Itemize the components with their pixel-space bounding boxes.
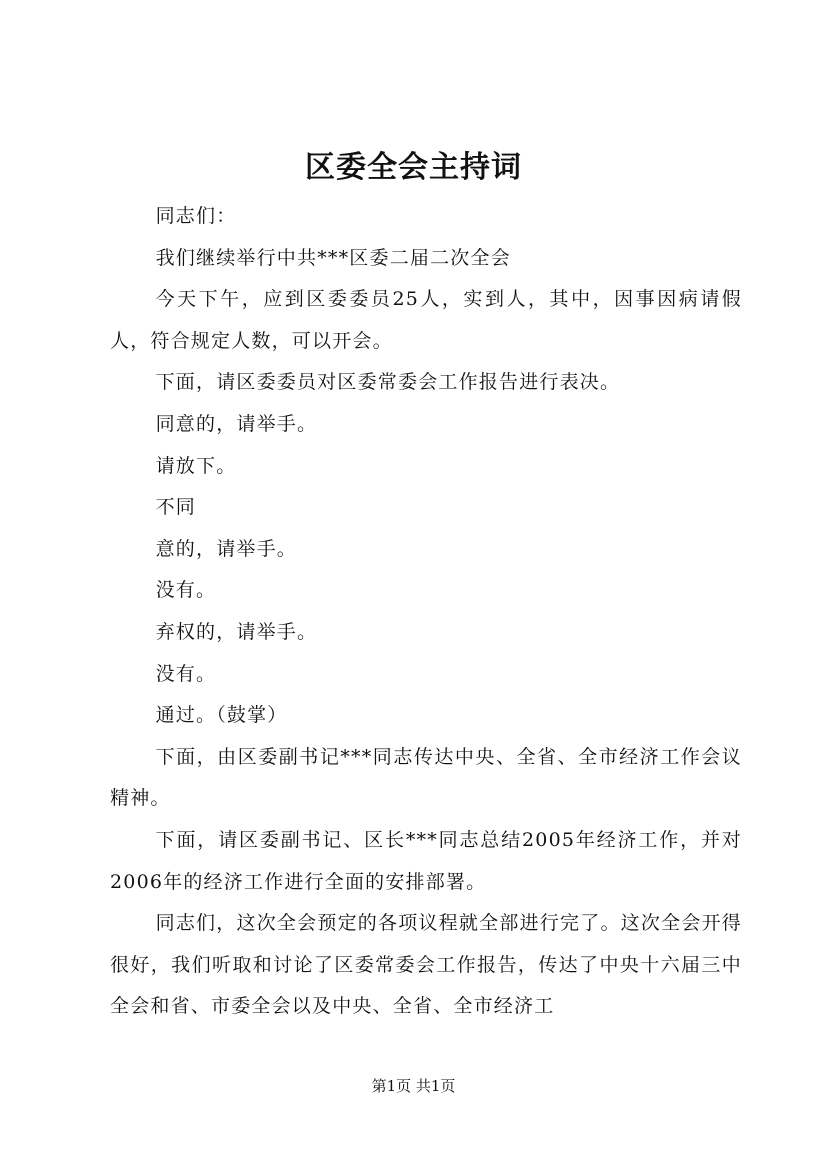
paragraph: 我们继续举行中共***区委二届二次全会 [155,246,511,269]
paragraph: 同志们，这次全会预定的各项议程就全部进行完了。这次全会开得很好，我们听取和讨论了区委常委会工作报告，传达了中央十六届三中全会和省、市委全会以及中央、全省、全市经济工 [110,912,742,1018]
paragraph: 同意的，请举手。 [155,412,318,435]
page-footer: 第1页 共1页 [371,1077,456,1095]
paragraph: 下面，请区委副书记、区长***同志总结2005年经济工作，并对2006年的经济工作进行全面的安排部署。 [110,828,742,893]
paragraph: 没有。 [155,662,217,685]
document-body [110,196,742,1028]
paragraph: 不同 [155,496,196,519]
document-title: 区委全会主持词 [305,150,522,185]
paragraph: 弃权的，请举手。 [155,620,318,643]
paragraph: 下面，请区委委员对区委常委会工作报告进行表决。 [155,371,621,394]
paragraph: 通过。（鼓掌） [155,704,288,727]
paragraph: 下面，由区委副书记***同志传达中央、全省、全市经济工作会议精神。 [110,745,742,810]
paragraph: 请放下。 [155,454,237,477]
paragraph: 今天下午，应到区委委员25人，实到人，其中，因事因病请假人，符合规定人数，可以开会。 [110,288,742,352]
paragraph: 同志们： [155,205,237,227]
paragraph: 没有。 [155,579,217,602]
paragraph: 意的，请举手。 [155,537,297,560]
